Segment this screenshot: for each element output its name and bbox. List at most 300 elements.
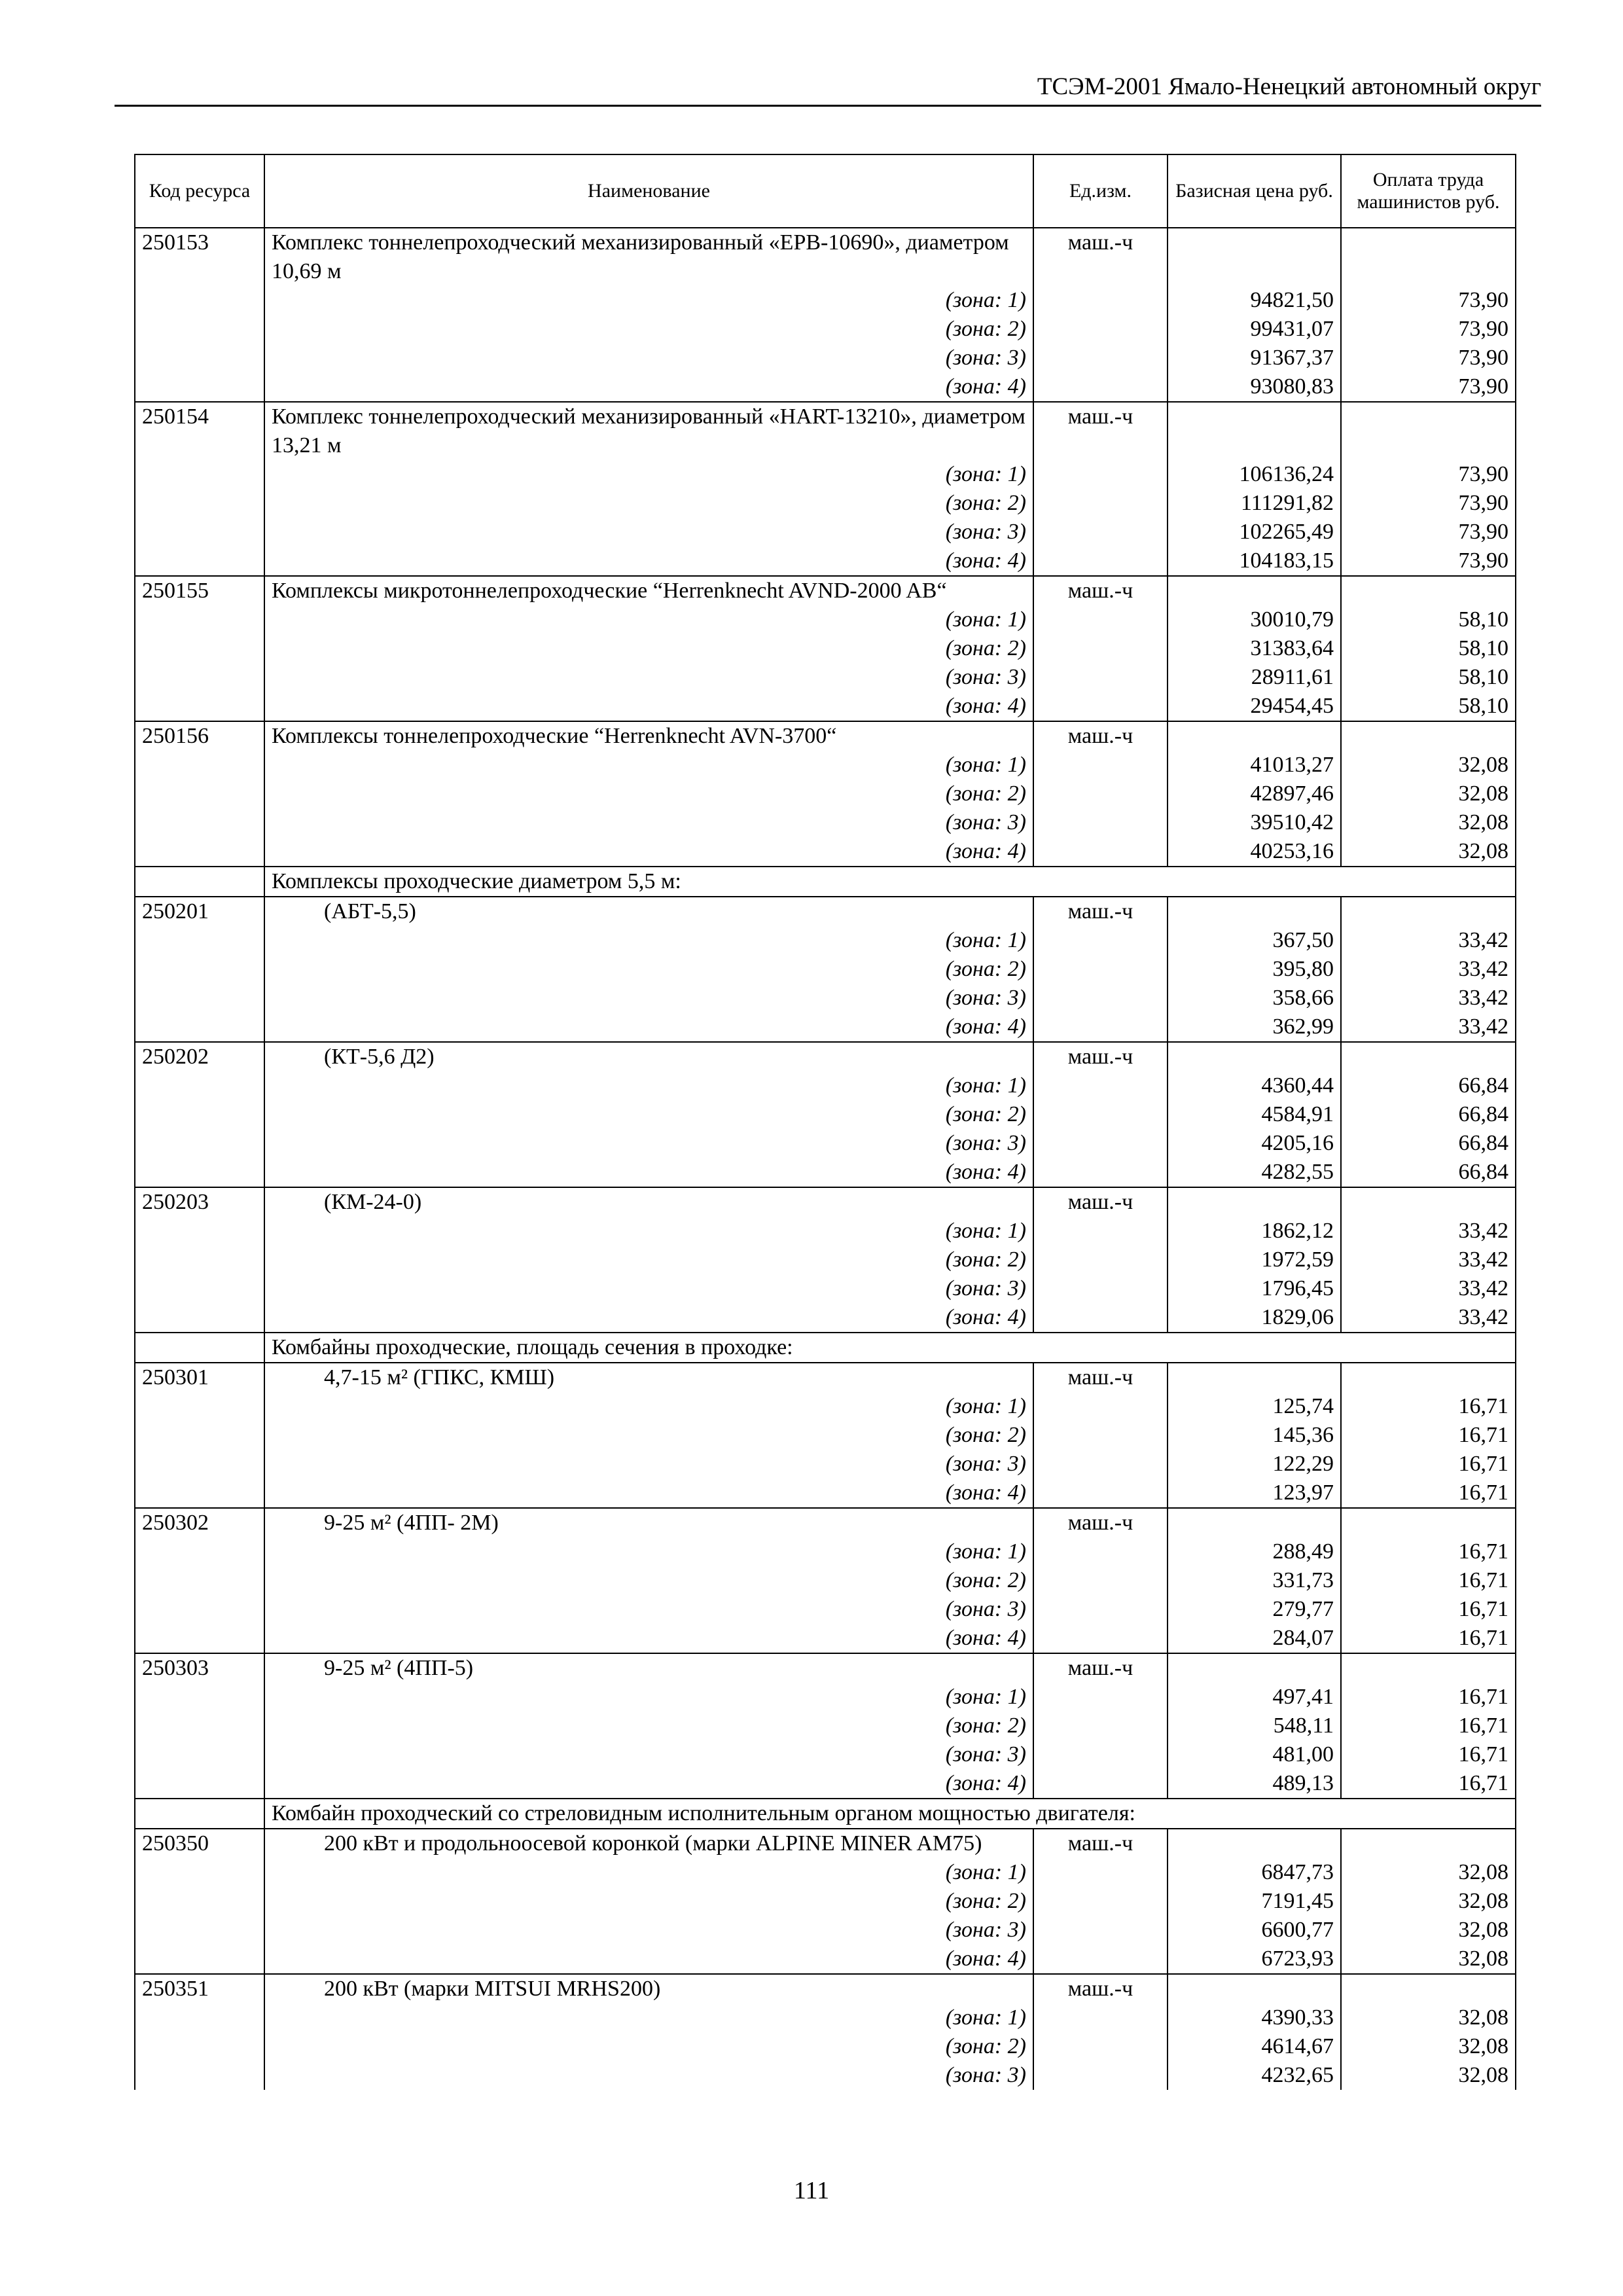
resource-row [135,1508,1516,1537]
resource-code: 250301 [135,1363,264,1392]
base-price: 106136,24 [1168,460,1341,489]
code-cell [135,489,264,518]
code-cell [135,1303,264,1333]
resource-name-text: (КМ-24-0) [324,1190,422,1214]
unit-cell [1033,547,1168,576]
wage-cell [1341,1363,1516,1392]
zone-label: (зона: 2) [945,636,1026,660]
resource-unit: маш.-ч [1033,1363,1168,1392]
zone-label: (зона: 3) [945,2063,1026,2087]
code-cell [135,1769,264,1799]
zone-label: (зона: 1) [945,1073,1026,1098]
resource-unit: маш.-ч [1033,402,1168,460]
unit-cell [1033,1566,1168,1595]
resource-name-text: 9-25 м² (4ПП-5) [324,1656,474,1680]
base-price: 6723,93 [1168,1945,1341,1974]
unit-cell [1033,837,1168,867]
base-price: 284,07 [1168,1624,1341,1653]
zone-row [135,2003,1516,2032]
base-price: 6847,73 [1168,1858,1341,1887]
zone-cell [264,489,1033,518]
zone-cell [264,1712,1033,1740]
price-cell [1168,721,1341,751]
operator-wage: 73,90 [1341,547,1516,576]
header-title: ТСЭМ-2001 Ямало-Ненецкий автономный округ [1037,73,1541,100]
base-price: 39510,42 [1168,808,1341,837]
zone-cell [264,1450,1033,1479]
code-cell [135,955,264,984]
zone-label: (зона: 3) [945,1131,1026,1155]
zone-label: (зона: 2) [945,491,1026,515]
zone-label: (зона: 1) [945,288,1026,312]
resource-name [264,1974,1033,2003]
resource-code: 250303 [135,1653,264,1683]
table-body [135,228,1516,2090]
base-price: 4360,44 [1168,1071,1341,1100]
code-cell [135,1945,264,1974]
zone-row [135,663,1516,692]
group-heading: Комбайн проходческий со стреловидным исполнительным органом мощностью двигателя: [264,1799,1516,1829]
unit-cell [1033,1624,1168,1653]
base-price: 288,49 [1168,1537,1341,1566]
code-cell [135,1421,264,1450]
base-price: 99431,07 [1168,315,1341,344]
code-cell [135,372,264,402]
zone-cell [264,1071,1033,1100]
unit-cell [1033,751,1168,780]
zone-cell [264,634,1033,663]
operator-wage: 16,71 [1341,1450,1516,1479]
unit-cell [1033,1158,1168,1187]
price-cell [1168,576,1341,605]
zone-label: (зона: 4) [945,548,1026,573]
zone-row [135,1303,1516,1333]
unit-cell [1033,1887,1168,1916]
resource-unit: маш.-ч [1033,1187,1168,1217]
price-cell [1168,402,1341,460]
zone-row [135,1421,1516,1450]
zone-row [135,1274,1516,1303]
base-price: 4282,55 [1168,1158,1341,1187]
zone-cell [264,1740,1033,1769]
unit-cell [1033,286,1168,315]
zone-cell [264,1566,1033,1595]
unit-cell [1033,1683,1168,1712]
zone-label: (зона: 3) [945,1742,1026,1767]
operator-wage: 32,08 [1341,1945,1516,1974]
operator-wage: 32,08 [1341,2003,1516,2032]
group-heading-row [135,1799,1516,1829]
resource-code: 250154 [135,402,264,460]
code-cell [135,780,264,808]
unit-cell [1033,489,1168,518]
price-cell [1168,228,1341,286]
code-cell [135,2003,264,2032]
zone-cell [264,1624,1033,1653]
base-price: 481,00 [1168,1740,1341,1769]
resource-code: 250201 [135,897,264,926]
operator-wage: 32,08 [1341,1858,1516,1887]
zone-label: (зона: 2) [945,1713,1026,1738]
zone-cell [264,547,1033,576]
zone-label: (зона: 1) [945,753,1026,777]
zone-cell [264,286,1033,315]
zone-cell [264,926,1033,955]
price-cell [1168,1042,1341,1071]
base-price: 4614,67 [1168,2032,1341,2061]
operator-wage: 16,71 [1341,1479,1516,1508]
zone-label: (зона: 2) [945,957,1026,981]
zone-cell [264,808,1033,837]
base-price: 489,13 [1168,1769,1341,1799]
zone-label: (зона: 4) [945,374,1026,399]
operator-wage: 73,90 [1341,518,1516,547]
col-header-name: Наименование [264,154,1033,228]
zone-cell [264,344,1033,372]
group-heading-row [135,1333,1516,1363]
base-price: 30010,79 [1168,605,1341,634]
zone-cell [264,663,1033,692]
base-price: 1862,12 [1168,1217,1341,1246]
code-cell [135,547,264,576]
zone-row [135,315,1516,344]
zone-row [135,926,1516,955]
zone-row [135,1450,1516,1479]
resource-name [264,1363,1033,1392]
resource-row [135,1363,1516,1392]
code-cell [135,1217,264,1246]
zone-label: (зона: 3) [945,986,1026,1010]
zone-row [135,2032,1516,2061]
resource-code: 250302 [135,1508,264,1537]
table-header-row [135,154,1516,228]
zone-cell [264,984,1033,1013]
resource-row [135,402,1516,460]
zone-label: (зона: 1) [945,1219,1026,1243]
resource-code: 250203 [135,1187,264,1217]
zone-cell [264,837,1033,867]
resource-name [264,1829,1033,1858]
operator-wage: 33,42 [1341,1274,1516,1303]
operator-wage: 32,08 [1341,751,1516,780]
operator-wage: 58,10 [1341,634,1516,663]
unit-cell [1033,315,1168,344]
resource-unit: маш.-ч [1033,576,1168,605]
code-cell [135,837,264,867]
base-price: 1972,59 [1168,1246,1341,1274]
resource-code: 250156 [135,721,264,751]
base-price: 7191,45 [1168,1887,1341,1916]
unit-cell [1033,1274,1168,1303]
zone-label: (зона: 4) [945,1771,1026,1795]
price-cell [1168,1508,1341,1537]
zone-label: (зона: 3) [945,810,1026,834]
base-price: 4205,16 [1168,1129,1341,1158]
unit-cell [1033,1537,1168,1566]
zone-row [135,1945,1516,1974]
resource-unit: маш.-ч [1033,897,1168,926]
operator-wage: 66,84 [1341,1129,1516,1158]
resource-row [135,576,1516,605]
code-cell [135,1158,264,1187]
zone-cell [264,460,1033,489]
zone-label: (зона: 1) [945,1685,1026,1709]
zone-row [135,286,1516,315]
base-price: 122,29 [1168,1450,1341,1479]
zone-label: (зона: 2) [945,1423,1026,1447]
resource-name-text: 4,7-15 м² (ГПКС, КМШ) [324,1365,555,1390]
zone-label: (зона: 3) [945,346,1026,370]
zone-label: (зона: 4) [945,1480,1026,1505]
unit-cell [1033,1421,1168,1450]
resource-unit: маш.-ч [1033,1974,1168,2003]
zone-cell [264,605,1033,634]
code-cell [135,1624,264,1653]
zone-row [135,1392,1516,1421]
price-cell [1168,1363,1341,1392]
unit-cell [1033,1246,1168,1274]
zone-cell [264,1858,1033,1887]
unit-cell [1033,955,1168,984]
base-price: 29454,45 [1168,692,1341,721]
zone-row [135,460,1516,489]
code-cell [135,1712,264,1740]
price-cell [1168,897,1341,926]
operator-wage: 32,08 [1341,2061,1516,2090]
zone-row [135,1158,1516,1187]
zone-label: (зона: 4) [945,694,1026,718]
group-heading: Комбайны проходческие, площадь сечения в проходке: [264,1333,1516,1363]
document-header [115,72,1541,107]
unit-cell [1033,1392,1168,1421]
base-price: 91367,37 [1168,344,1341,372]
resource-row [135,1829,1516,1858]
zone-cell [264,955,1033,984]
resource-unit: маш.-ч [1033,721,1168,751]
zone-row [135,837,1516,867]
code-cell [135,808,264,837]
zone-cell [264,1537,1033,1566]
operator-wage: 16,71 [1341,1740,1516,1769]
base-price: 31383,64 [1168,634,1341,663]
base-price: 4232,65 [1168,2061,1341,2090]
zone-label: (зона: 1) [945,1860,1026,1884]
unit-cell [1033,692,1168,721]
code-cell [135,460,264,489]
zone-row [135,1858,1516,1887]
base-price: 40253,16 [1168,837,1341,867]
zone-row [135,489,1516,518]
col-header-code: Код ресурса [135,154,264,228]
zone-row [135,1071,1516,1100]
operator-wage: 16,71 [1341,1566,1516,1595]
zone-label: (зона: 2) [945,317,1026,341]
zone-label: (зона: 2) [945,1247,1026,1272]
wage-cell [1341,1653,1516,1683]
zone-row [135,1683,1516,1712]
operator-wage: 32,08 [1341,1887,1516,1916]
resource-name [264,897,1033,926]
base-price: 28911,61 [1168,663,1341,692]
operator-wage: 66,84 [1341,1100,1516,1129]
code-cell [135,315,264,344]
unit-cell [1033,926,1168,955]
resource-code: 250202 [135,1042,264,1071]
zone-row [135,518,1516,547]
resource-code: 250350 [135,1829,264,1858]
resource-name [264,1042,1033,1071]
base-price: 111291,82 [1168,489,1341,518]
unit-cell [1033,518,1168,547]
wage-cell [1341,1187,1516,1217]
zone-cell [264,1916,1033,1945]
base-price: 93080,83 [1168,372,1341,402]
code-cell [135,1595,264,1624]
zone-label: (зона: 3) [945,1597,1026,1621]
base-price: 358,66 [1168,984,1341,1013]
zone-row [135,547,1516,576]
zone-label: (зона: 2) [945,781,1026,806]
wage-cell [1341,1829,1516,1858]
operator-wage: 16,71 [1341,1392,1516,1421]
operator-wage: 73,90 [1341,460,1516,489]
code-cell [135,1392,264,1421]
base-price: 4584,91 [1168,1100,1341,1129]
operator-wage: 16,71 [1341,1712,1516,1740]
base-price: 102265,49 [1168,518,1341,547]
resource-name [264,402,1033,460]
zone-label: (зона: 3) [945,1918,1026,1942]
operator-wage: 16,71 [1341,1421,1516,1450]
base-price: 1829,06 [1168,1303,1341,1333]
base-price: 104183,15 [1168,547,1341,576]
unit-cell [1033,780,1168,808]
code-cell [135,663,264,692]
code-cell [135,1013,264,1042]
zone-row [135,1916,1516,1945]
resource-row [135,1653,1516,1683]
operator-wage: 16,71 [1341,1683,1516,1712]
code-cell [135,2032,264,2061]
resource-unit: маш.-ч [1033,1653,1168,1683]
zone-label: (зона: 3) [945,520,1026,544]
unit-cell [1033,1100,1168,1129]
zone-row [135,1537,1516,1566]
operator-wage: 73,90 [1341,489,1516,518]
zone-label: (зона: 3) [945,665,1026,689]
resource-name-text: Комплексы тоннелепроходческие “Herrenknecht AVN-3700“ [272,724,837,748]
zone-cell [264,751,1033,780]
operator-wage: 73,90 [1341,286,1516,315]
zone-label: (зона: 2) [945,1889,1026,1913]
zone-row [135,1479,1516,1508]
operator-wage: 33,42 [1341,984,1516,1013]
zone-cell [264,1479,1033,1508]
resource-name [264,1508,1033,1537]
zone-cell [264,518,1033,547]
resource-code: 250155 [135,576,264,605]
resource-row [135,1187,1516,1217]
resource-name-text: 200 кВт (марки MITSUI MRHS200) [324,1977,661,2001]
resource-row [135,721,1516,751]
zone-cell [264,1158,1033,1187]
unit-cell [1033,2032,1168,2061]
zone-cell [264,1100,1033,1129]
zone-label: (зона: 4) [945,1946,1026,1971]
operator-wage: 66,84 [1341,1071,1516,1100]
code-cell [135,1479,264,1508]
zone-cell [264,692,1033,721]
zone-label: (зона: 4) [945,1626,1026,1650]
operator-wage: 32,08 [1341,2032,1516,2061]
base-price: 497,41 [1168,1683,1341,1712]
zone-cell [264,1129,1033,1158]
unit-cell [1033,1129,1168,1158]
zone-cell [264,1303,1033,1333]
zone-row [135,344,1516,372]
resource-unit: маш.-ч [1033,228,1168,286]
code-cell [135,1246,264,1274]
zone-label: (зона: 1) [945,607,1026,632]
resource-row [135,897,1516,926]
operator-wage: 33,42 [1341,1246,1516,1274]
unit-cell [1033,1479,1168,1508]
zone-cell [264,315,1033,344]
zone-cell [264,2003,1033,2032]
zone-label: (зона: 1) [945,462,1026,486]
resource-row [135,1974,1516,2003]
code-cell [135,1887,264,1916]
zone-row [135,1740,1516,1769]
code-cell [135,751,264,780]
zone-row [135,1217,1516,1246]
code-cell [135,518,264,547]
wage-cell [1341,1042,1516,1071]
resource-name [264,228,1033,286]
unit-cell [1033,1595,1168,1624]
resource-code: 250351 [135,1974,264,2003]
resource-row [135,1042,1516,1071]
zone-cell [264,1013,1033,1042]
code-cell [135,1740,264,1769]
code-cell [135,1916,264,1945]
zone-cell [264,1769,1033,1799]
code-cell [135,1274,264,1303]
price-cell [1168,1187,1341,1217]
base-price: 362,99 [1168,1013,1341,1042]
zone-label: (зона: 1) [945,2005,1026,2030]
operator-wage: 32,08 [1341,1916,1516,1945]
resource-name [264,576,1033,605]
unit-cell [1033,605,1168,634]
operator-wage: 73,90 [1341,315,1516,344]
operator-wage: 58,10 [1341,692,1516,721]
resource-name [264,1187,1033,1217]
wage-cell [1341,721,1516,751]
zone-cell [264,1217,1033,1246]
resource-price-table [134,154,1516,2090]
operator-wage: 73,90 [1341,372,1516,402]
unit-cell [1033,2061,1168,2090]
wage-cell [1341,576,1516,605]
page-number: 111 [793,2177,830,2204]
zone-row [135,1624,1516,1653]
resource-name [264,721,1033,751]
resource-unit: маш.-ч [1033,1508,1168,1537]
zone-label: (зона: 1) [945,1539,1026,1564]
zone-cell [264,2032,1033,2061]
wage-cell [1341,1974,1516,2003]
